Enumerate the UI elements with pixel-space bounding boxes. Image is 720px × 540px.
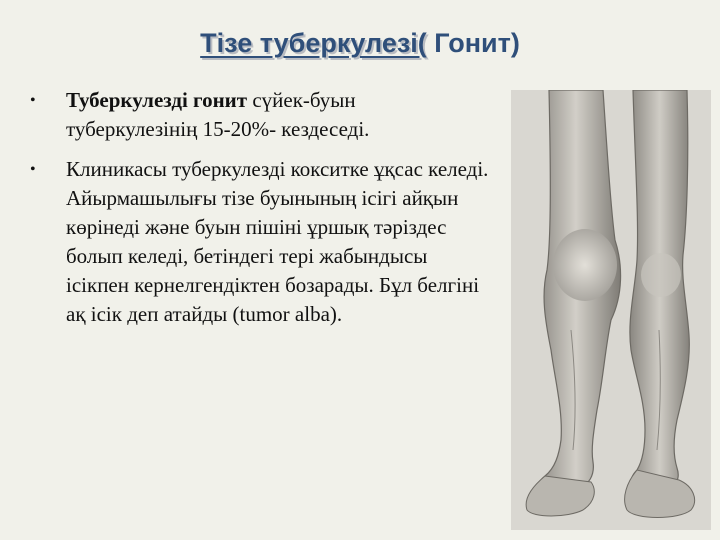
swollen-knee [553,229,617,301]
bullet-1-text: сүйек-буын туберкулезінің 15-20%- кездеседі. [66,88,370,141]
bullet-marker: • [30,161,36,178]
bullet-item-1 [30,86,490,144]
bullet-item-2 [30,155,490,329]
slide-title-sub: Гонит) [426,28,520,58]
bullet-list [30,86,490,340]
bullet-2-text: Клиникасы туберкулезді кокситке ұқсас келеді. Айырмашылығы тізе буынының ісігі айқын көрінеді және буын пішіні ұршық тәріздес болып келеді, бетіндегі тері жабындысы ісікпен кернелгендіктен бозарады. Бұл белгіні ақ ісік деп атайды (tumor alba). [66,157,489,326]
slide-title-main: Тізе туберкулезі( [200,28,427,58]
right-knee [641,253,681,297]
bullet-1-bold: Туберкулезді гонит [66,88,248,112]
slide-title [0,28,720,59]
bullet-marker: • [30,92,36,109]
legs-illustration [511,90,711,530]
